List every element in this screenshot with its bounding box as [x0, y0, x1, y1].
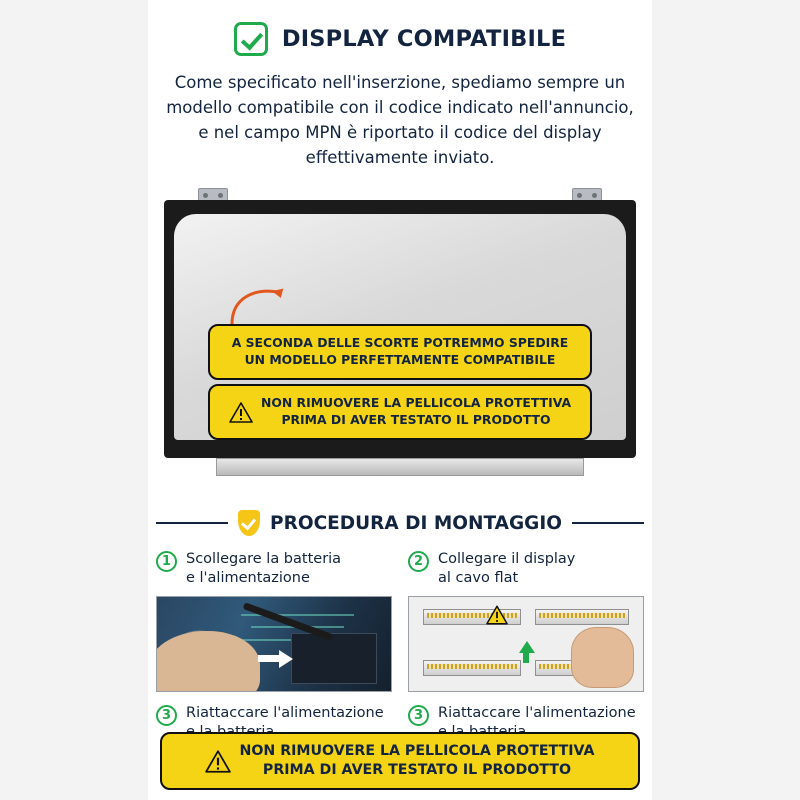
warning-triangle-icon — [486, 605, 508, 625]
curved-arrow-icon — [228, 282, 288, 326]
intro-text — [160, 70, 640, 170]
finger-region — [571, 627, 634, 687]
step-3-number: 3 — [156, 705, 177, 726]
step-1 — [156, 550, 392, 692]
step-1-number: 1 — [156, 551, 177, 572]
procedure-steps-row-1 — [156, 550, 644, 692]
film-warning-callout — [208, 384, 592, 439]
stock-notice-line-2: UN MODELLO PERFETTAMENTE COMPATIBILE — [244, 352, 556, 368]
step-4-line-1: Riattaccare l'alimentazione — [438, 705, 636, 722]
battery-region — [291, 633, 377, 684]
intro-line-2: modello compatibile con il codice indicato nell'annuncio, — [166, 98, 634, 118]
display-reflector-strip — [216, 458, 584, 476]
display-bezel — [164, 200, 636, 458]
arrow-right-icon — [279, 650, 293, 668]
film-warning-line-2: PRIMA DI AVER TESTATO IL PRODOTTO — [281, 412, 551, 428]
intro-line-4: effettivamente inviato. — [305, 148, 495, 168]
step-1-line-1: Scollegare la batteria — [186, 551, 342, 568]
step-1-line-2: e l'alimentazione — [186, 569, 310, 586]
stock-notice-callout — [208, 324, 592, 379]
warning-triangle-icon — [205, 750, 229, 771]
procedure-title: PROCEDURA DI MONTAGGIO — [270, 512, 562, 534]
step-2-line-1: Collegare il display — [438, 551, 576, 568]
warning-triangle-icon — [229, 402, 253, 423]
hand-region — [156, 631, 260, 692]
screwdriver-icon — [243, 602, 333, 641]
header — [148, 0, 652, 56]
display-surface — [174, 214, 626, 440]
intro-line-3: e nel campo MPN è riportato il codice del display — [198, 123, 602, 143]
bottom-warning-line-1: NON RIMUOVERE LA PELLICOLA PROTETTIVA — [239, 742, 595, 759]
step-2-photo — [408, 596, 644, 692]
check-badge-icon — [234, 22, 268, 56]
arrow-tail — [523, 651, 529, 663]
step-1-photo — [156, 596, 392, 692]
content-column — [148, 0, 652, 800]
stock-notice-line-1: A SECONDA DELLE SCORTE POTREMMO SPEDIRE — [231, 335, 569, 351]
bottom-warning-line-2: PRIMA DI AVER TESTATO IL PRODOTTO — [262, 761, 572, 778]
right-gutter — [652, 0, 800, 800]
film-warning-line-1: NON RIMUOVERE LA PELLICOLA PROTETTIVA — [260, 395, 572, 411]
step-2-line-2: al cavo flat — [438, 569, 519, 586]
intro-line-1: Come specificato nell'inserzione, spediamo sempre un — [174, 73, 626, 92]
step-2-number: 2 — [408, 551, 429, 572]
step-3-line-1: Riattaccare l'alimentazione — [186, 705, 384, 722]
display-panel-illustration — [156, 188, 644, 488]
shield-icon — [238, 510, 260, 536]
bottom-warning-banner — [160, 732, 640, 790]
page-title: DISPLAY COMPATIBILE — [281, 26, 567, 52]
divider-right — [572, 522, 644, 524]
procedure-header — [156, 510, 644, 536]
arrow-up-icon — [519, 641, 535, 653]
divider-left — [156, 522, 228, 524]
step-2 — [408, 550, 644, 692]
arrow-tail — [258, 655, 281, 662]
left-gutter — [0, 0, 148, 800]
step-4-number: 3 — [408, 705, 429, 726]
